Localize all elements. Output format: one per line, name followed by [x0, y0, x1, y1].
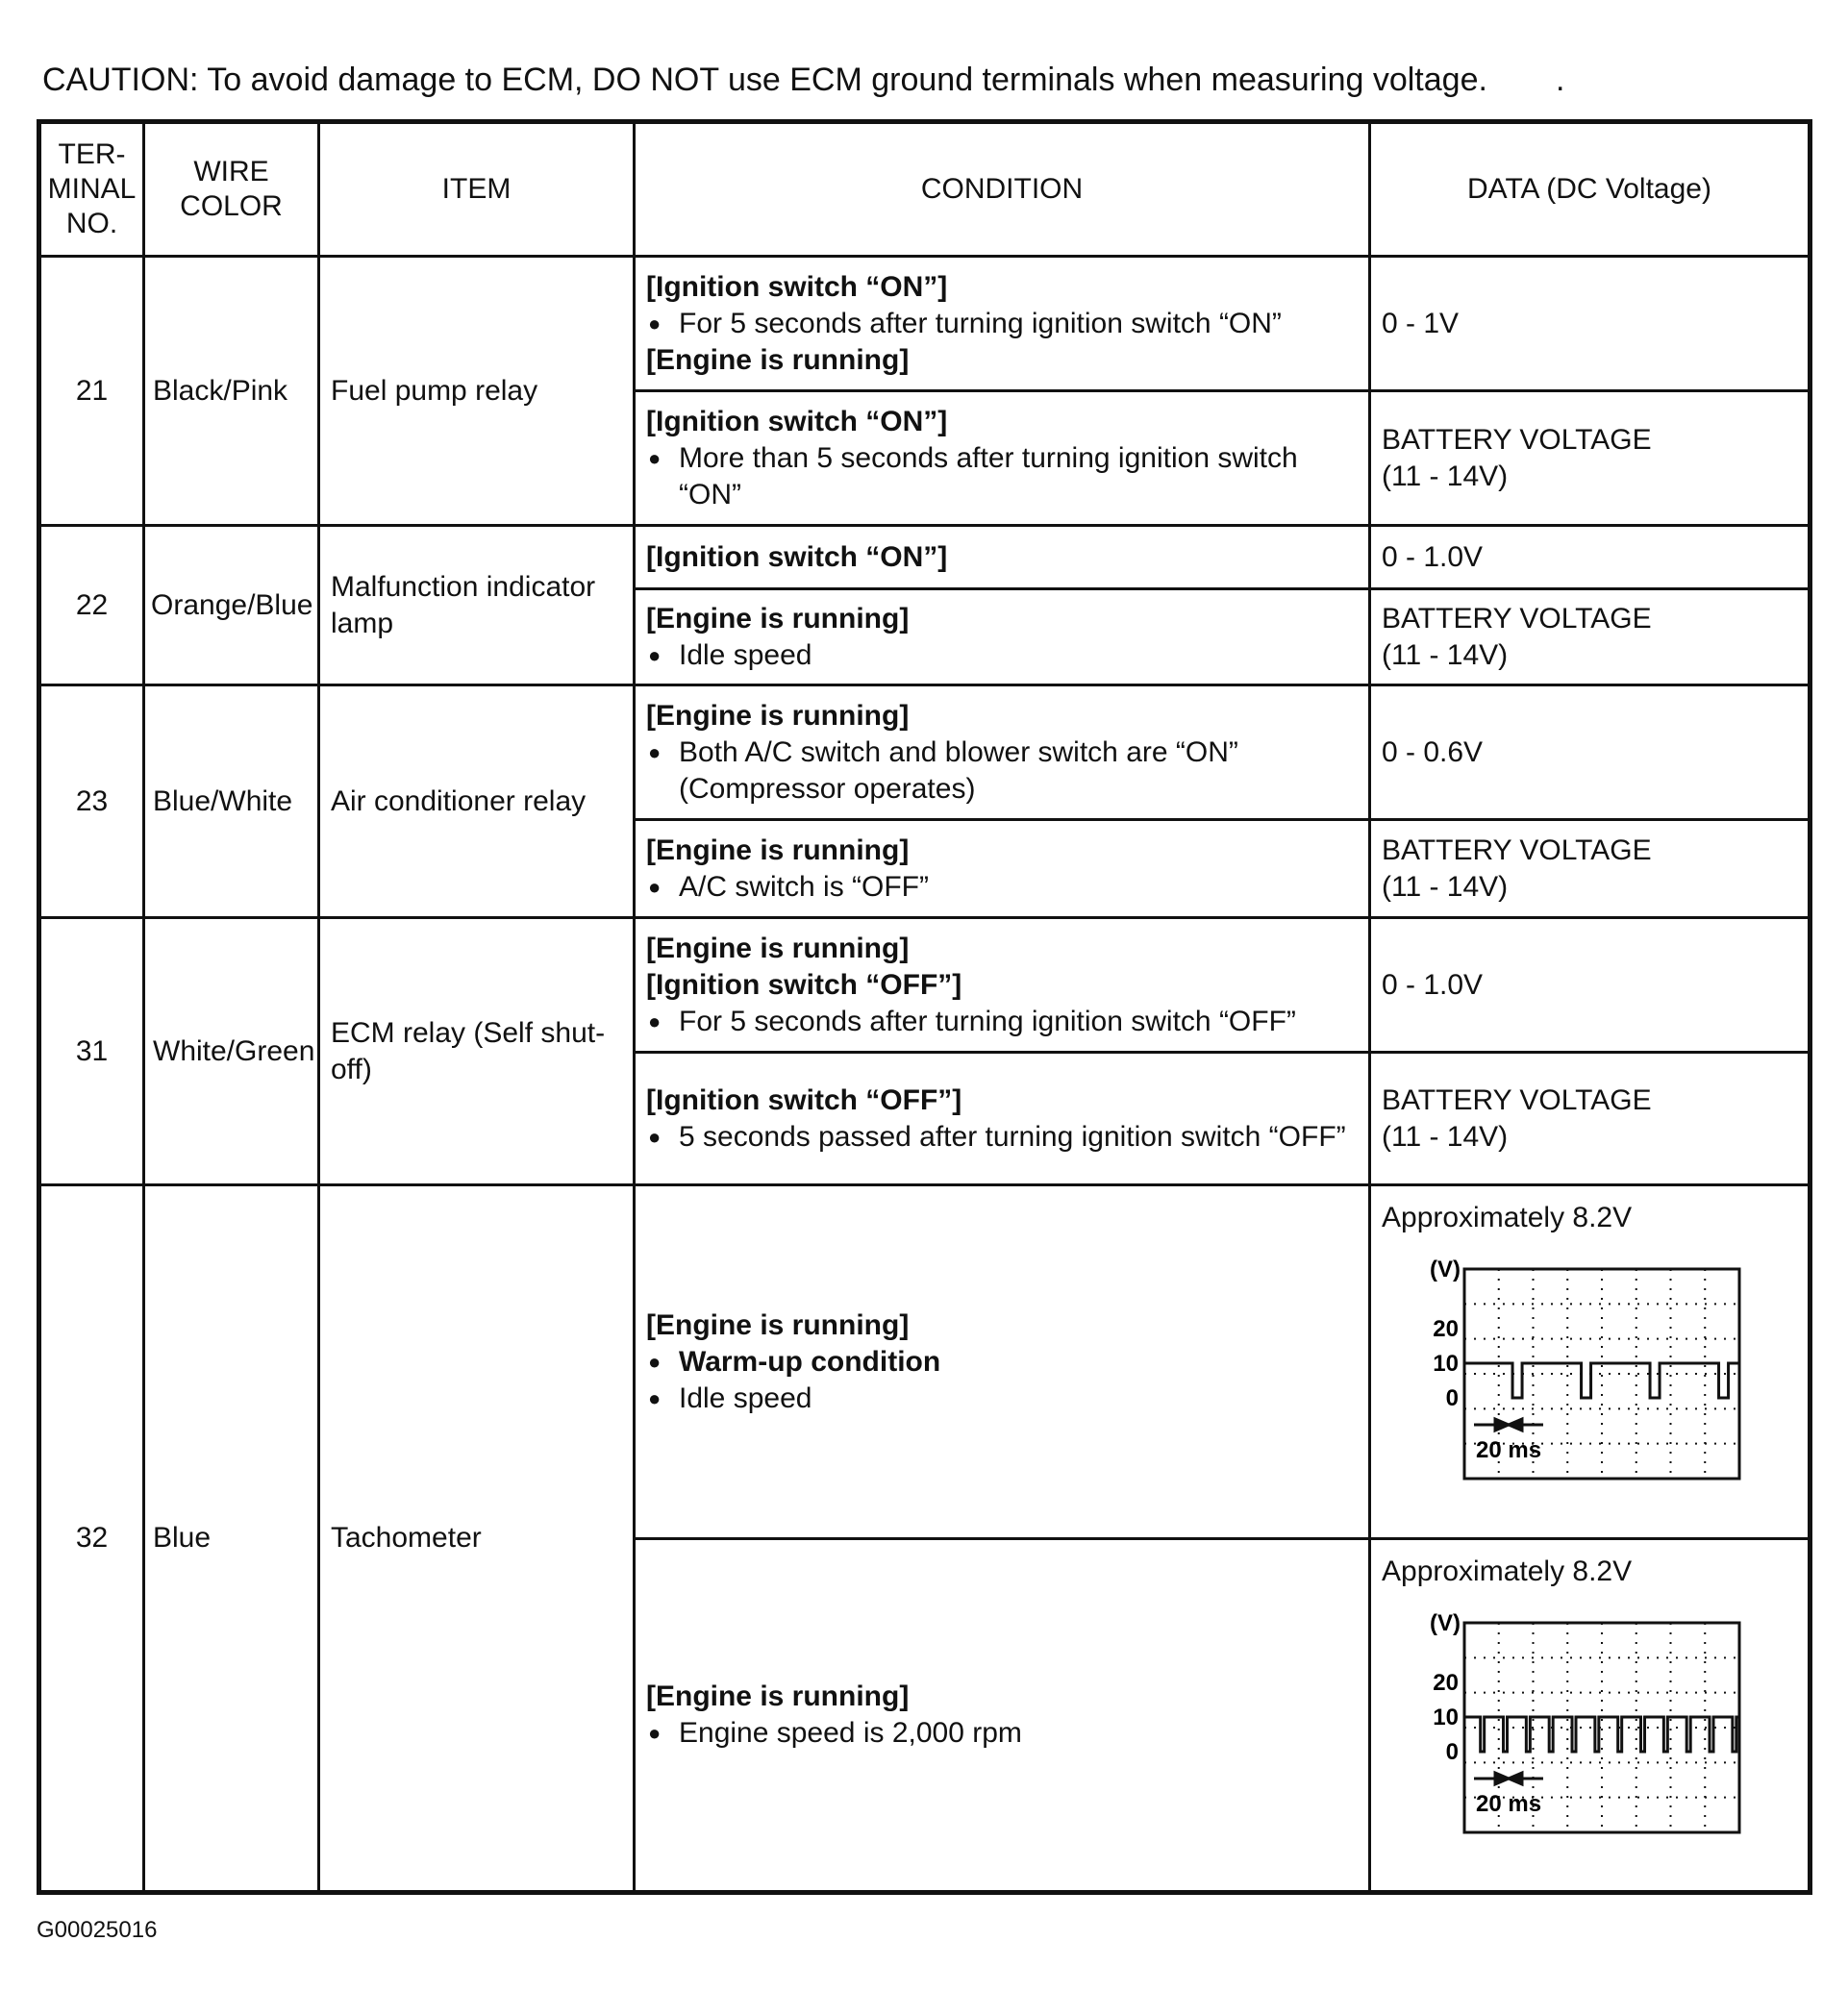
wire-color: Blue/White — [144, 685, 319, 918]
condition-cell — [635, 1185, 1370, 1539]
table-row — [39, 526, 1811, 589]
condition-cell — [635, 1539, 1370, 1893]
terminal-number: 31 — [39, 918, 144, 1185]
voltage-value: 0 - 0.6V — [1370, 685, 1811, 820]
table-row — [39, 1185, 1811, 1539]
terminal-number: 32 — [39, 1185, 144, 1893]
voltage-value: BATTERY VOLTAGE (11 - 14V) — [1370, 820, 1811, 918]
scope-waveform — [1464, 1363, 1739, 1398]
condition-heading: [Ignition switch “ON”] — [646, 405, 948, 437]
condition-heading: [Engine is running] — [646, 602, 910, 635]
condition-heading: [Ignition switch “ON”] — [646, 540, 948, 573]
header-data: DATA (DC Voltage) — [1370, 122, 1811, 257]
scope-tick-0: 0 — [1445, 1385, 1459, 1411]
condition-heading: [Engine is running] — [646, 1308, 910, 1341]
scope-unit-label: (V) — [1430, 1257, 1461, 1282]
condition-bullet: ● Engine speed is 2,000 rpm — [646, 1715, 1358, 1752]
header-row — [39, 122, 1811, 257]
caution-note: CAUTION: To avoid damage to ECM, DO NOT use ECM ground terminals when measuring voltage. — [42, 62, 1487, 98]
wire-color: Black/Pink — [144, 257, 319, 526]
scope-tick-20: 20 — [1433, 1670, 1459, 1696]
terminal-data-table — [37, 119, 1812, 1895]
condition-cell — [635, 257, 1370, 391]
condition-cell — [635, 526, 1370, 589]
condition-heading: [Ignition switch “OFF”] — [646, 1083, 962, 1116]
header-terminal: TER- MINAL NO. — [39, 122, 144, 257]
scope-tick-0: 0 — [1445, 1739, 1459, 1765]
voltage-cell — [1370, 1539, 1811, 1893]
voltage-cell — [1370, 1185, 1811, 1539]
voltage-value: 0 - 1.0V — [1370, 526, 1811, 589]
item-name: ECM relay (Self shut-off) — [319, 918, 635, 1185]
condition-cell — [635, 820, 1370, 918]
item-name: Air conditioner relay — [319, 685, 635, 918]
condition-bullet: ● Idle speed — [646, 1381, 1358, 1417]
scope-tick-10: 10 — [1433, 1705, 1459, 1730]
voltage-value: Approximately 8.2V — [1382, 1202, 1633, 1233]
condition-bullet: ● Both A/C switch and blower switch are “ON” (Compressor operates) — [646, 734, 1358, 808]
condition-bullet: ● Idle speed — [646, 637, 1358, 674]
terminal-number: 22 — [39, 526, 144, 685]
condition-bullet: ● For 5 seconds after turning ignition switch “OFF” — [646, 1004, 1358, 1040]
wire-color: Orange/Blue — [144, 526, 319, 685]
wire-color: White/Green — [144, 918, 319, 1185]
condition-bullet: ● For 5 seconds after turning ignition switch “ON” — [646, 306, 1358, 342]
table-row — [39, 685, 1811, 820]
voltage-value: Approximately 8.2V — [1382, 1556, 1633, 1587]
voltage-value: 0 - 1V — [1370, 257, 1811, 391]
figure-id: G00025016 — [37, 1917, 158, 1943]
scope-tick-10: 10 — [1433, 1351, 1459, 1377]
condition-cell — [635, 391, 1370, 526]
item-name: Malfunction indicator lamp — [319, 526, 635, 685]
condition-heading: [Ignition switch “OFF”] — [646, 968, 962, 1001]
scope-waveform — [1464, 1717, 1739, 1752]
time-scale-arrow — [1474, 1773, 1543, 1784]
condition-bullet: ● Warm-up condition — [646, 1344, 1358, 1381]
terminal-number: 23 — [39, 685, 144, 918]
voltage-value: BATTERY VOLTAGE (11 - 14V) — [1370, 1053, 1811, 1185]
voltage-value: BATTERY VOLTAGE (11 - 14V) — [1370, 391, 1811, 526]
terminal-number: 21 — [39, 257, 144, 526]
header-wire-color: WIRE COLOR — [144, 122, 319, 257]
condition-heading: [Engine is running] — [646, 932, 910, 964]
condition-bullet: ● 5 seconds passed after turning ignition switch “OFF” — [646, 1119, 1358, 1156]
oscilloscope-chart — [1382, 1256, 1786, 1486]
condition-heading: [Engine is running] — [646, 834, 910, 866]
scope-tick-20: 20 — [1433, 1316, 1459, 1342]
condition-cell — [635, 918, 1370, 1053]
condition-heading: [Engine is running] — [646, 343, 910, 376]
condition-cell — [635, 1053, 1370, 1185]
item-name: Fuel pump relay — [319, 257, 635, 526]
condition-bullet: ● A/C switch is “OFF” — [646, 869, 1358, 906]
wire-color: Blue — [144, 1185, 319, 1893]
table-row — [39, 257, 1811, 391]
time-scale-arrow — [1474, 1419, 1543, 1431]
voltage-value: BATTERY VOLTAGE (11 - 14V) — [1370, 589, 1811, 685]
time-scale-label: 20 ms — [1476, 1791, 1542, 1817]
oscilloscope-chart — [1382, 1609, 1786, 1840]
condition-bullet: ● More than 5 seconds after turning ignition switch “ON” — [646, 440, 1358, 513]
condition-cell — [635, 589, 1370, 685]
header-item: ITEM — [319, 122, 635, 257]
header-condition: CONDITION — [635, 122, 1370, 257]
table-row — [39, 918, 1811, 1053]
stray-dot: . — [1556, 62, 1565, 98]
scope-unit-label: (V) — [1430, 1610, 1461, 1636]
condition-heading: [Engine is running] — [646, 1680, 910, 1712]
voltage-value: 0 - 1.0V — [1370, 918, 1811, 1053]
condition-heading: [Engine is running] — [646, 699, 910, 732]
condition-cell — [635, 685, 1370, 820]
time-scale-label: 20 ms — [1476, 1437, 1542, 1463]
item-name: Tachometer — [319, 1185, 635, 1893]
condition-heading: [Ignition switch “ON”] — [646, 270, 948, 303]
